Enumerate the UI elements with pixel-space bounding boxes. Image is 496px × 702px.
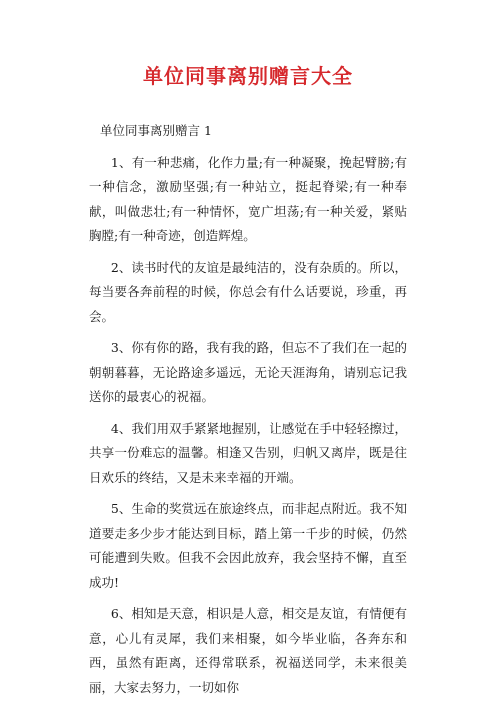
document-body [89,119,407,700]
paragraph: 4、我们用双手紧紧地握别，让感觉在手中轻轻擦过，共享一份难忘的温馨。相逢又告别，归帆又离岸，既是往日欢乐的终结，又是未来幸福的开端。 [89,420,407,485]
paragraph: 5、生命的奖赏远在旅途终点，而非起点附近。我不知道要走多少步才能达到目标，踏上第一千步的时候，仍然可能遭到失败。但我不会因此放弃，我会坚持不懈，直至成功! [89,501,407,590]
paragraph: 1、有一种悲痛，化作力量;有一种凝聚，挽起臂膀;有一种信念，激励坚强;有一种站立，挺起脊梁;有一种奉献，叫做悲壮;有一种情怀，宽广坦荡;有一种关爱，紧贴胸膛;有一种奇迹，创造辉煌。 [89,154,407,243]
paragraph: 2、读书时代的友谊是最纯洁的，没有杂质的。所以，每当要各奔前程的时候，你总会有什么话要说，珍重，再会。 [89,259,407,324]
section-subtitle: 单位同事离别赠言 1 [100,123,212,138]
document-title: 单位同事离别赠言大全 [143,64,353,88]
paragraph: 3、你有你的路，我有我的路，但忘不了我们在一起的朝朝暮暮，无论路途多遥远，无论天涯海角，请别忘记我送你的最衷心的祝福。 [89,340,407,404]
paragraph: 6、相知是天意，相识是人意，相交是友谊，有情便有意，心儿有灵犀，我们来相聚，如今毕业临，各奔东和西，虽然有距离，还得常联系，祝福送同学，未来很美丽，大家去努力，一切如你 [89,606,407,695]
